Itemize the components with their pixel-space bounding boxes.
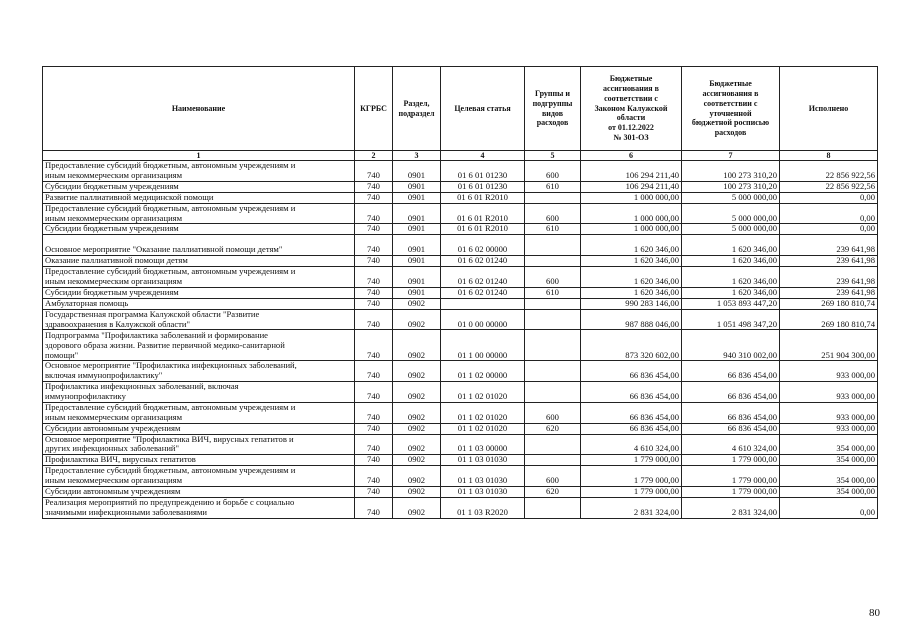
row-law-allocation: 1 620 346,00 (581, 267, 682, 288)
row-section: 0902 (393, 382, 441, 403)
row-refined-allocation: 66 836 454,00 (682, 423, 780, 434)
row-section: 0902 (393, 309, 441, 330)
row-law-allocation: 66 836 454,00 (581, 402, 682, 423)
row-executed: 0,00 (780, 224, 878, 235)
table-row (43, 486, 878, 497)
row-target-article: 01 1 03 01030 (441, 455, 525, 466)
row-law-allocation: 987 888 046,00 (581, 309, 682, 330)
row-kgrbs: 740 (355, 287, 393, 298)
row-target-article: 01 6 02 01240 (441, 267, 525, 288)
row-name: Основное мероприятие "Профилактика ВИЧ, вирусных гепатитов и других инфекционных заболеваний" (43, 434, 355, 455)
column-number: 2 (355, 151, 393, 161)
row-refined-allocation: 940 310 002,00 (682, 330, 780, 361)
row-expense-group (525, 256, 581, 267)
row-executed: 251 904 300,00 (780, 330, 878, 361)
column-number: 1 (43, 151, 355, 161)
row-executed: 239 641,98 (780, 256, 878, 267)
row-law-allocation: 106 294 211,40 (581, 161, 682, 182)
row-target-article: 01 6 01 01230 (441, 161, 525, 182)
row-name: Профилактика ВИЧ, вирусных гепатитов (43, 455, 355, 466)
table-row (43, 330, 878, 361)
row-expense-group (525, 497, 581, 518)
header-kgrbs: КГРБС (355, 67, 393, 151)
header-target: Целевая статья (441, 67, 525, 151)
row-name: Предоставление субсидий бюджетным, автономным учреждениям и иным некоммерческим организациям (43, 402, 355, 423)
row-kgrbs: 740 (355, 224, 393, 235)
table-row (43, 455, 878, 466)
row-executed: 933 000,00 (780, 423, 878, 434)
row-name: Подпрограмма "Профилактика заболеваний и формирование здорового образа жизни. Развитие первичной медико-санитарной помощи" (43, 330, 355, 361)
row-kgrbs: 740 (355, 382, 393, 403)
budget-table (42, 66, 878, 519)
row-kgrbs: 740 (355, 192, 393, 203)
row-expense-group (525, 455, 581, 466)
row-refined-allocation: 2 831 324,00 (682, 497, 780, 518)
row-refined-allocation: 1 620 346,00 (682, 267, 780, 288)
header-law: Бюджетные ассигнования в соответствии с Законом Калужской области от 01.12.2022 № 301-ОЗ (581, 67, 682, 151)
row-expense-group: 600 (525, 267, 581, 288)
row-law-allocation: 106 294 211,40 (581, 181, 682, 192)
row-section: 0902 (393, 466, 441, 487)
row-expense-group (525, 309, 581, 330)
row-executed: 269 180 810,74 (780, 309, 878, 330)
row-refined-allocation: 66 836 454,00 (682, 402, 780, 423)
table-row (43, 161, 878, 182)
row-expense-group: 600 (525, 466, 581, 487)
row-executed: 22 856 922,56 (780, 161, 878, 182)
row-refined-allocation: 1 779 000,00 (682, 455, 780, 466)
row-expense-group: 600 (525, 161, 581, 182)
row-refined-allocation: 100 273 310,20 (682, 161, 780, 182)
row-section: 0902 (393, 298, 441, 309)
row-executed: 0,00 (780, 497, 878, 518)
row-target-article: 01 6 02 01240 (441, 256, 525, 267)
column-number-row (43, 151, 878, 161)
table-row (43, 267, 878, 288)
header-name: Наименование (43, 67, 355, 151)
row-kgrbs: 740 (355, 309, 393, 330)
row-target-article: 01 6 02 01240 (441, 287, 525, 298)
row-executed: 0,00 (780, 203, 878, 224)
row-kgrbs: 740 (355, 423, 393, 434)
row-name: Субсидии бюджетным учреждениям (43, 224, 355, 235)
table-row (43, 497, 878, 518)
row-section: 0902 (393, 330, 441, 361)
row-law-allocation: 66 836 454,00 (581, 423, 682, 434)
row-law-allocation: 990 283 146,00 (581, 298, 682, 309)
row-expense-group (525, 235, 581, 256)
row-refined-allocation: 1 620 346,00 (682, 235, 780, 256)
row-expense-group (525, 361, 581, 382)
row-expense-group (525, 192, 581, 203)
row-section: 0901 (393, 287, 441, 298)
column-number: 5 (525, 151, 581, 161)
row-target-article: 01 6 01 01230 (441, 181, 525, 192)
row-executed: 354 000,00 (780, 466, 878, 487)
row-executed: 22 856 922,56 (780, 181, 878, 192)
table-row (43, 192, 878, 203)
row-executed: 239 641,98 (780, 287, 878, 298)
row-law-allocation: 1 779 000,00 (581, 455, 682, 466)
row-target-article: 01 1 03 00000 (441, 434, 525, 455)
row-target-article: 01 6 01 R2010 (441, 224, 525, 235)
row-target-article: 01 1 02 01020 (441, 382, 525, 403)
row-target-article (441, 298, 525, 309)
row-kgrbs: 740 (355, 161, 393, 182)
row-target-article: 01 0 00 00000 (441, 309, 525, 330)
table-row (43, 181, 878, 192)
column-number: 3 (393, 151, 441, 161)
column-number: 7 (682, 151, 780, 161)
row-expense-group: 610 (525, 287, 581, 298)
row-executed: 239 641,98 (780, 267, 878, 288)
row-name: Реализация мероприятий по предупреждению и борьбе с социально значимыми инфекционными заболеваниями (43, 497, 355, 518)
row-target-article: 01 6 01 R2010 (441, 203, 525, 224)
row-kgrbs: 740 (355, 256, 393, 267)
table-row (43, 466, 878, 487)
row-name: Основное мероприятие "Оказание паллиативной помощи детям" (43, 235, 355, 256)
row-kgrbs: 740 (355, 203, 393, 224)
row-refined-allocation: 1 779 000,00 (682, 466, 780, 487)
row-refined-allocation: 1 779 000,00 (682, 486, 780, 497)
row-section: 0901 (393, 267, 441, 288)
table-row (43, 361, 878, 382)
row-law-allocation: 4 610 324,00 (581, 434, 682, 455)
row-kgrbs: 740 (355, 466, 393, 487)
row-section: 0902 (393, 402, 441, 423)
row-section: 0901 (393, 161, 441, 182)
row-name: Предоставление субсидий бюджетным, автономным учреждениям и иным некоммерческим организациям (43, 161, 355, 182)
header-section: Раздел, подраздел (393, 67, 441, 151)
row-kgrbs: 740 (355, 267, 393, 288)
table-row (43, 287, 878, 298)
row-name: Амбулаторная помощь (43, 298, 355, 309)
table-row (43, 203, 878, 224)
table-row (43, 256, 878, 267)
row-kgrbs: 740 (355, 497, 393, 518)
row-refined-allocation: 4 610 324,00 (682, 434, 780, 455)
table-row (43, 235, 878, 256)
header-row (43, 67, 878, 151)
row-law-allocation: 1 620 346,00 (581, 256, 682, 267)
row-expense-group (525, 382, 581, 403)
row-target-article: 01 1 03 R2020 (441, 497, 525, 518)
row-kgrbs: 740 (355, 298, 393, 309)
row-kgrbs: 740 (355, 486, 393, 497)
row-kgrbs: 740 (355, 402, 393, 423)
table-row (43, 309, 878, 330)
row-target-article: 01 1 03 01030 (441, 486, 525, 497)
row-name: Предоставление субсидий бюджетным, автономным учреждениям и иным некоммерческим организациям (43, 203, 355, 224)
row-name: Государственная программа Калужской области "Развитие здравоохранения в Калужской области" (43, 309, 355, 330)
row-name: Субсидии бюджетным учреждениям (43, 287, 355, 298)
row-name: Субсидии бюджетным учреждениям (43, 181, 355, 192)
row-name: Предоставление субсидий бюджетным, автономным учреждениям и иным некоммерческим организациям (43, 466, 355, 487)
row-name: Оказание паллиативной помощи детям (43, 256, 355, 267)
row-section: 0902 (393, 423, 441, 434)
row-expense-group: 600 (525, 402, 581, 423)
row-section: 0902 (393, 434, 441, 455)
table-row (43, 434, 878, 455)
row-target-article: 01 1 03 01030 (441, 466, 525, 487)
table-body (43, 161, 878, 518)
row-expense-group: 610 (525, 224, 581, 235)
row-expense-group (525, 298, 581, 309)
row-target-article: 01 1 00 00000 (441, 330, 525, 361)
row-target-article: 01 6 02 00000 (441, 235, 525, 256)
page-number: 80 (869, 607, 880, 619)
column-number: 8 (780, 151, 878, 161)
row-section: 0901 (393, 203, 441, 224)
row-law-allocation: 1 000 000,00 (581, 192, 682, 203)
row-name: Субсидии автономным учреждениям (43, 423, 355, 434)
row-law-allocation: 1 620 346,00 (581, 287, 682, 298)
row-name: Развитие паллиативной медицинской помощи (43, 192, 355, 203)
row-section: 0901 (393, 256, 441, 267)
row-name: Предоставление субсидий бюджетным, автономным учреждениям и иным некоммерческим организациям (43, 267, 355, 288)
row-name: Субсидии автономным учреждениям (43, 486, 355, 497)
row-refined-allocation: 5 000 000,00 (682, 203, 780, 224)
row-executed: 933 000,00 (780, 382, 878, 403)
row-target-article: 01 1 02 00000 (441, 361, 525, 382)
row-law-allocation: 2 831 324,00 (581, 497, 682, 518)
row-refined-allocation: 1 053 893 447,20 (682, 298, 780, 309)
row-section: 0902 (393, 497, 441, 518)
row-executed: 0,00 (780, 192, 878, 203)
row-law-allocation: 1 000 000,00 (581, 224, 682, 235)
row-executed: 354 000,00 (780, 455, 878, 466)
header-executed: Исполнено (780, 67, 878, 151)
row-section: 0901 (393, 181, 441, 192)
header-groups: Группы и подгруппы видов расходов (525, 67, 581, 151)
row-law-allocation: 1 620 346,00 (581, 235, 682, 256)
row-kgrbs: 740 (355, 455, 393, 466)
row-kgrbs: 740 (355, 235, 393, 256)
row-expense-group (525, 434, 581, 455)
row-section: 0902 (393, 361, 441, 382)
row-name: Основное мероприятие "Профилактика инфекционных заболеваний, включая иммунопрофилактику" (43, 361, 355, 382)
row-refined-allocation: 1 051 498 347,20 (682, 309, 780, 330)
row-kgrbs: 740 (355, 361, 393, 382)
row-section: 0902 (393, 455, 441, 466)
row-expense-group: 620 (525, 423, 581, 434)
row-executed: 933 000,00 (780, 402, 878, 423)
row-section: 0902 (393, 486, 441, 497)
row-section: 0901 (393, 235, 441, 256)
row-law-allocation: 1 779 000,00 (581, 466, 682, 487)
row-law-allocation: 1 779 000,00 (581, 486, 682, 497)
row-refined-allocation: 66 836 454,00 (682, 382, 780, 403)
row-refined-allocation: 5 000 000,00 (682, 192, 780, 203)
row-expense-group: 600 (525, 203, 581, 224)
row-law-allocation: 873 320 602,00 (581, 330, 682, 361)
row-executed: 239 641,98 (780, 235, 878, 256)
row-executed: 354 000,00 (780, 434, 878, 455)
row-name: Профилактика инфекционных заболеваний, включая иммунопрофилактику (43, 382, 355, 403)
row-target-article: 01 6 01 R2010 (441, 192, 525, 203)
row-executed: 354 000,00 (780, 486, 878, 497)
row-executed: 933 000,00 (780, 361, 878, 382)
column-number: 6 (581, 151, 682, 161)
row-section: 0901 (393, 192, 441, 203)
table-row (43, 382, 878, 403)
row-target-article: 01 1 02 01020 (441, 423, 525, 434)
row-kgrbs: 740 (355, 330, 393, 361)
row-executed: 269 180 810,74 (780, 298, 878, 309)
row-refined-allocation: 5 000 000,00 (682, 224, 780, 235)
column-number: 4 (441, 151, 525, 161)
row-law-allocation: 66 836 454,00 (581, 382, 682, 403)
row-refined-allocation: 1 620 346,00 (682, 287, 780, 298)
row-refined-allocation: 66 836 454,00 (682, 361, 780, 382)
table-row (43, 402, 878, 423)
table-row (43, 224, 878, 235)
row-refined-allocation: 100 273 310,20 (682, 181, 780, 192)
row-expense-group (525, 330, 581, 361)
table-row (43, 423, 878, 434)
row-refined-allocation: 1 620 346,00 (682, 256, 780, 267)
row-expense-group: 620 (525, 486, 581, 497)
row-law-allocation: 1 000 000,00 (581, 203, 682, 224)
row-law-allocation: 66 836 454,00 (581, 361, 682, 382)
row-target-article: 01 1 02 01020 (441, 402, 525, 423)
row-section: 0901 (393, 224, 441, 235)
row-expense-group: 610 (525, 181, 581, 192)
table-row (43, 298, 878, 309)
row-kgrbs: 740 (355, 434, 393, 455)
row-kgrbs: 740 (355, 181, 393, 192)
header-refined: Бюджетные ассигнования в соответствии с уточненной бюджетной росписью расходов (682, 67, 780, 151)
